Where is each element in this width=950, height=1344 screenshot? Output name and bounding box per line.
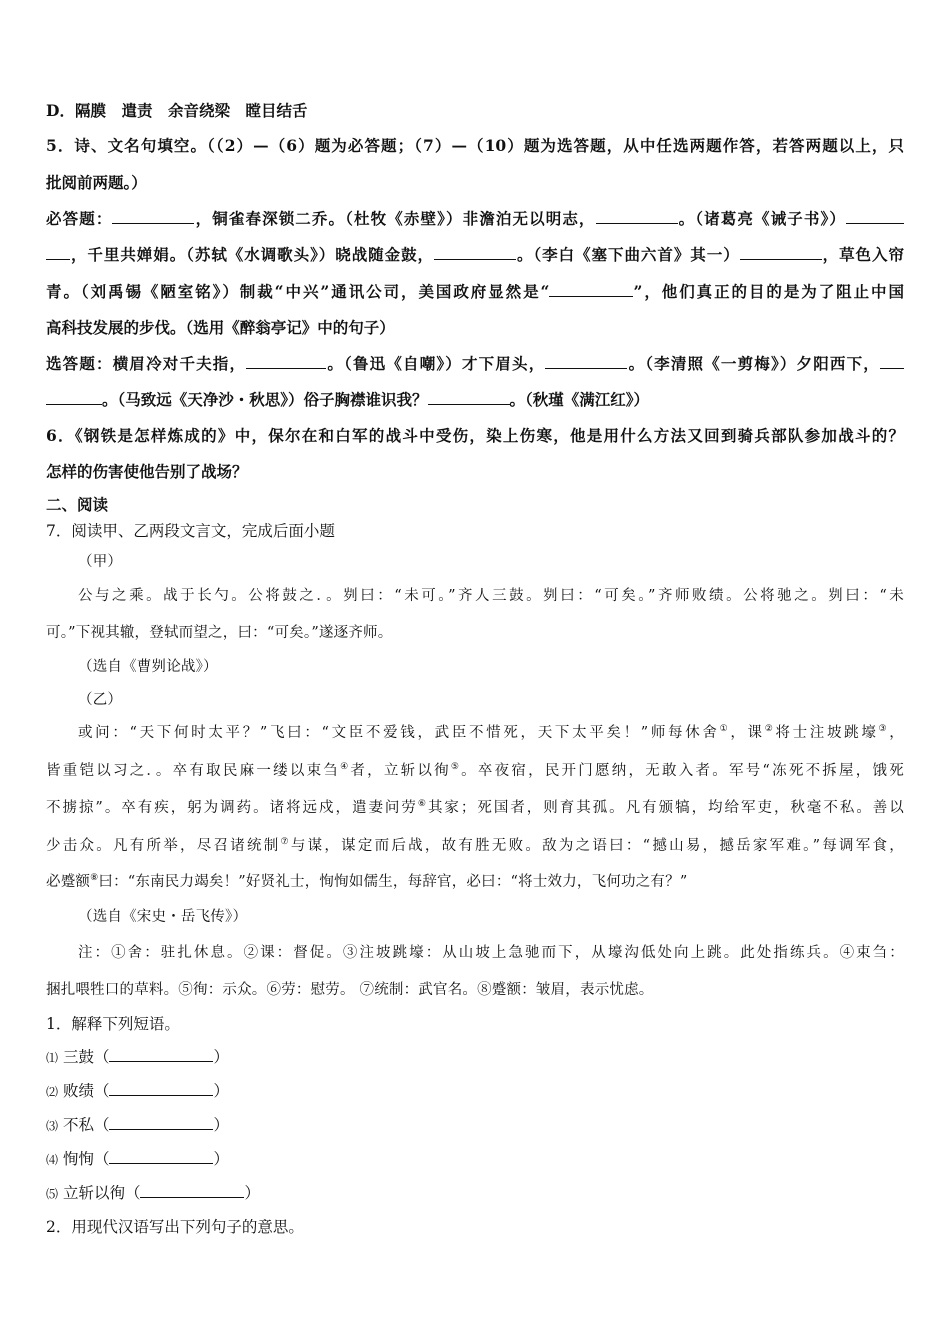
- answer-blank[interactable]: [880, 354, 904, 369]
- answer-blank[interactable]: [434, 245, 516, 260]
- subq1-item-1: ⑴ 三鼓（ ）: [46, 1048, 229, 1066]
- required-line-3: 青。（刘禹锡《陋室铭》）制裁“中兴”通讯公司，美国政府显然是“ ”，他们真正的目的是为了阻止中国: [46, 282, 904, 301]
- passage-a-label: （甲）: [78, 554, 123, 570]
- passage-b-line-3: 不掳掠”。卒有疾，躬为调药。诸将远戍，遣妻问劳⑥其家；死国者，则育其孤。凡有颁犒，均给军吏，秋毫不私。善以: [46, 799, 904, 816]
- passage-b-source: （选自《宋史・岳飞传》）: [78, 909, 248, 925]
- answer-blank[interactable]: [46, 390, 102, 405]
- passage-b-line-5: 必蹙额⑧曰：“东南民力竭矣！”好贤礼士，恂恂如儒生，每辞官，必曰：“将士效力，飞何功之有？”: [46, 873, 688, 890]
- subq1-item-2: ⑵ 败绩（ ）: [46, 1082, 229, 1100]
- subq1-item-4: ⑷ 恂恂（ ）: [46, 1150, 229, 1168]
- subq1-item-5: ⑸ 立斩以徇（ ）: [46, 1184, 260, 1202]
- section-heading-reading: 二、阅读: [46, 495, 109, 514]
- passage-a-line-2: 可。”下视其辙，登轼而望之，曰：“可矣。”遂逐齐师。: [46, 625, 393, 641]
- answer-blank[interactable]: [112, 209, 194, 224]
- passage-b-line-2: 皆重铠以习之．。卒有取民麻一缕以束刍④者，立斩以徇⑤。卒夜宿，民开门愿纳，无敢入者。军号“冻死不拆屋，饿死: [46, 762, 904, 779]
- answer-blank[interactable]: [846, 209, 904, 224]
- q6-line-1: 6．《钢铁是怎样炼成的》中，保尔在和白军的战斗中受伤，染上伤寒，他是用什么方法又回到骑兵部队参加战斗的？: [46, 426, 904, 445]
- notes-line-1: 注：①舍：驻扎休息。②课：督促。③注坡跳壕：从山坡上急驰而下，从壕沟低处向上跳。此处指练兵。④束刍：: [78, 945, 904, 961]
- passage-b-line-4: 少击众。凡有所举，尽召诸统制⑦与谋，谋定而后战，故有胜无败。敌为之语曰：“撼山易，撼岳家军难。”每调军食，: [46, 837, 904, 854]
- answer-blank[interactable]: [109, 1115, 213, 1130]
- q7-prompt: 7．阅读甲、乙两段文言文，完成后面小题: [46, 522, 335, 540]
- passage-a-source: （选自《曹刿论战》）: [78, 659, 218, 675]
- subq1-prompt: 1．解释下列短语。: [46, 1015, 180, 1033]
- notes-line-2: 捆扎喂牲口的草料。⑤徇：示众。⑥劳：慰劳。 ⑦统制：武官名。⑧蹙额：皱眉，表示忧虑。: [46, 982, 654, 998]
- passage-a-line-1: 公与之乘。战于长勺。公将鼓之．。刿曰：“未可。”齐人三鼓。刿曰：“可矣。”齐师败绩。公将驰之。刿曰：“未: [78, 588, 904, 604]
- required-line-2: ，千里共婵娟。（苏轼《水调歌头》）晓战随金鼓， 。（李白《塞下曲六首》其一） ，草色入帘: [46, 244, 904, 266]
- answer-blank[interactable]: [740, 245, 822, 260]
- q6-line-2: 怎样的伤害使他告别了战场？: [46, 462, 248, 481]
- passage-b-line-1: 或问：“天下何时太平？”飞曰：“文臣不爱钱，武臣不惜死，天下太平矣！”师每休舍①，课②将士注坡跳壕③，: [78, 724, 904, 741]
- q5-instruction: 5．诗、文名句填空。（（2）—（6）题为必答题；（7）—（10）题为选答题，从中任选两题作答，若答两题以上，只: [46, 136, 904, 155]
- answer-blank[interactable]: [46, 245, 70, 260]
- answer-blank[interactable]: [596, 209, 678, 224]
- answer-blank[interactable]: [549, 282, 633, 297]
- required-line-4: 高科技发展的步伐。（选用《醉翁亭记》中的句子）: [46, 318, 395, 337]
- answer-blank[interactable]: [109, 1081, 213, 1096]
- q5-instruction-cont: 批阅前两题。）: [46, 173, 147, 192]
- passage-b-label: （乙）: [78, 692, 123, 708]
- answer-blank[interactable]: [246, 354, 326, 369]
- optional-line-2: 。（马致远《天净沙・秋思》）俗子胸襟谁识我？ 。（秋瑾《满江红》）: [46, 389, 649, 411]
- answer-blank[interactable]: [109, 1149, 213, 1164]
- answer-blank[interactable]: [545, 354, 627, 369]
- optional-line-1: 选答题：横眉冷对千夫指， 。（鲁迅《自嘲》）才下眉头， 。（李清照《一剪梅》）夕阳西下，: [46, 353, 904, 375]
- answer-blank[interactable]: [140, 1183, 244, 1198]
- subq2-prompt: 2．用现代汉语写出下列句子的意思。: [46, 1218, 304, 1236]
- option-d: D．隔膜 遣责 余音绕梁 瞠目结舌: [46, 101, 308, 120]
- subq1-item-3: ⑶ 不私（ ）: [46, 1116, 229, 1134]
- answer-blank[interactable]: [428, 390, 510, 405]
- answer-blank[interactable]: [109, 1047, 213, 1062]
- required-line-1: 必答题： ，铜雀春深锁二乔。（杜牧《赤壁》）非澹泊无以明志， 。（诸葛亮《诫子书》）: [46, 208, 904, 230]
